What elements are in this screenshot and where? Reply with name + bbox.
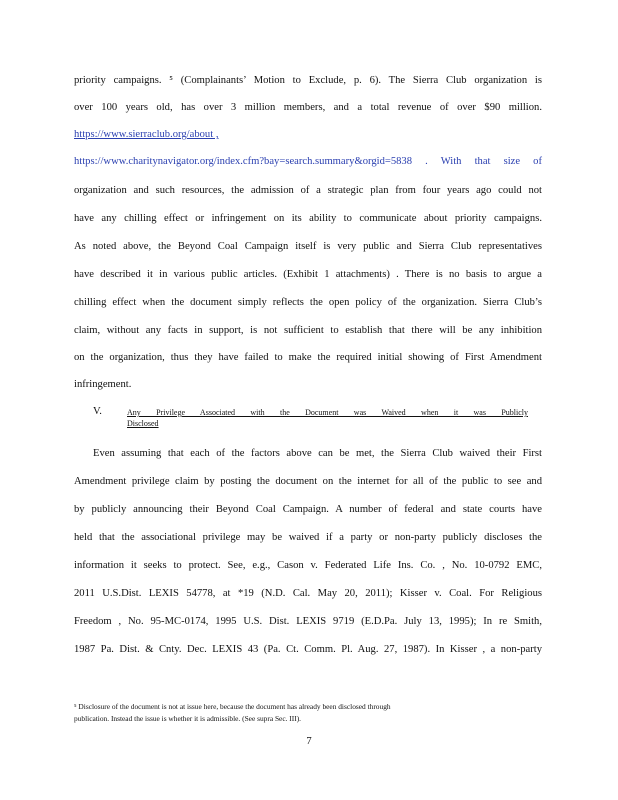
body-line: have described it in various public articles. (Exhibit 1 attachments) . There is no basis to argue a xyxy=(74,269,542,280)
body-line: Freedom , No. 95-MC-0174, 1995 U.S. Dist. LEXIS 9719 (E.D.Pa. July 13, 1995); In re Smith, xyxy=(74,616,542,627)
body-line: Amendment privilege claim by posting the document on the internet for all of the public to see and xyxy=(74,476,542,487)
charitynavigator-link-line[interactable]: https://www.charitynavigator.org/index.cfm?bay=search.summary&orgid=5838 . With that size of xyxy=(74,156,542,167)
section-number: V. xyxy=(93,406,102,417)
body-line: held that the associational privilege may be waived if a party or non-party publicly discloses the xyxy=(74,532,542,543)
body-line: chilling effect when the document simply reflects the open policy of the organization. Sierra Club’s xyxy=(74,297,542,308)
body-line: 1987 Pa. Dist. & Cnty. Dec. LEXIS 43 (Pa. Ct. Comm. Pl. Aug. 27, 1987). In Kisser , a non-party xyxy=(74,644,542,655)
section-heading-line1: Any Privilege Associated with the Document was Waived when it was Publicly xyxy=(127,408,528,417)
sierraclub-link[interactable] xyxy=(74,128,542,141)
footnote-line1: ⁵ Disclosure of the document is not at issue here, because the document has already been disclosed through xyxy=(74,702,391,711)
body-line: on the organization, thus they have failed to make the required initial showing of First Amendment xyxy=(74,352,542,363)
body-line: over 100 years old, has over 3 million members, and a total revenue of over $90 million. xyxy=(74,102,542,113)
section-heading-line2: Disclosed xyxy=(127,419,159,428)
body-line: As noted above, the Beyond Coal Campaign itself is very public and Sierra Club representatives xyxy=(74,241,542,252)
body-line: information it seeks to protect. See, e.g., Cason v. Federated Life Ins. Co. , No. 10-0792 EMC, xyxy=(74,560,542,571)
body-line: priority campaigns. ⁵ (Complainants’ Motion to Exclude, p. 6). The Sierra Club organization is xyxy=(74,75,542,86)
section-heading xyxy=(127,407,528,429)
body-line: organization and such resources, the admission of a strategic plan from four years ago could not xyxy=(74,185,542,196)
body-line: Even assuming that each of the factors above can be met, the Sierra Club waived their First xyxy=(93,448,542,459)
body-line: infringement. xyxy=(74,379,132,390)
footnote-line2: publication. Instead the issue is whether it is admissible. (See supra Sec. III). xyxy=(74,714,302,723)
body-line: claim, without any facts in support, is not sufficient to establish that there will be any inhibition xyxy=(74,325,542,336)
body-line: have any chilling effect or infringement on its ability to communicate about priority campaigns. xyxy=(74,213,542,224)
body-line: by publicly announcing their Beyond Coal Campaign. A number of federal and state courts have xyxy=(74,504,542,515)
body-line: 2011 U.S.Dist. LEXIS 54778, at *19 (N.D. Cal. May 20, 2011); Kisser v. Coal. For Religious xyxy=(74,588,542,599)
link-text[interactable]: https://www.sierraclub.org/about , xyxy=(74,129,219,140)
page-number: 7 xyxy=(306,736,312,747)
